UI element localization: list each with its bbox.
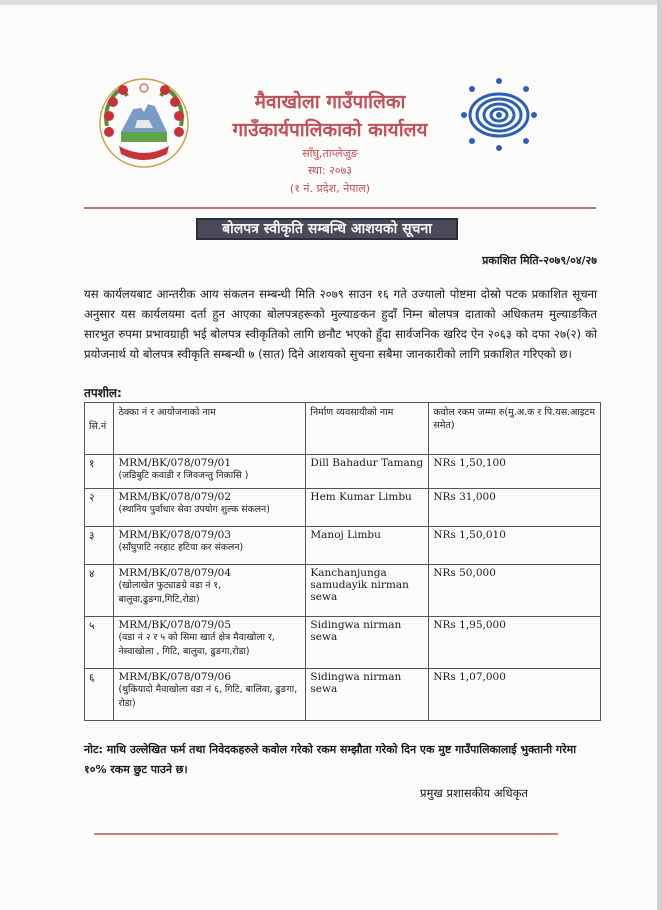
details-label: तपशील:: [84, 386, 122, 400]
contract-code: MRM/BK/078/079/03: [118, 529, 232, 541]
page-edge-right: [657, 0, 662, 910]
row-amount: NRs 1,07,000: [429, 669, 601, 721]
nepal-emblem-icon: [97, 76, 191, 170]
contract-desc: (जडिबुटि कवाडी र जिवजन्तु निकासि ): [118, 470, 249, 481]
row-sn: ३: [85, 527, 114, 565]
contract-code: MRM/BK/078/079/04: [118, 567, 232, 579]
notice-body: यस कार्यलयबाट आन्तरीक आय संकलन सम्बन्धी मिति २०७९ साउन १६ गते उज्यालो पोष्टमा दोस्रो पटक प्रकाशित सूचना अनुसार यस कार्यलयमा दर्ता हुन आएका बोलपत्रहरूको मुल्याङकन हुदाँ निम्न बोलपत्र दाताको अधिकतम मुल्याङकित सारभुत रुपमा प्रभावग्राही भई बोलपत्र स्वीकृतिको लागि छनौट भएको हुँदा सार्वजनिक खरिद ऐन २०६३ को दफा २७(२) को प्रयोजनार्थ यो बोलपत्र स्वीकृति सम्बन्धी ७ (सात) दिने आशयको सुचना सबैमा जानकारीको लागि प्रकाशित गरिएको छ।: [84, 287, 597, 361]
office-name: गाउँकार्यपालिकाको कार्यालय: [232, 119, 428, 141]
row-sn: ५: [85, 617, 114, 669]
table-row: [85, 527, 601, 565]
row-contract: [114, 455, 306, 489]
col-header-amount: कवोल रकम जम्मा रु(मु.अ.क र पि.यस.आइटम समेत): [429, 403, 601, 455]
row-sn: ६: [85, 669, 114, 721]
row-amount: NRs 31,000: [429, 489, 601, 527]
contract-code: MRM/BK/078/079/01: [118, 457, 232, 469]
row-contract: [114, 489, 306, 527]
row-contract: [114, 617, 306, 669]
bid-table: [84, 402, 601, 721]
notice-title: बोलपत्र स्वीकृति सम्बन्धि आशयको सूचना: [196, 218, 458, 240]
row-builder: Manoj Limbu: [306, 527, 429, 565]
row-sn: १: [85, 455, 114, 489]
page-edge-top: [0, 0, 662, 5]
row-builder: Sidingwa nirman sewa: [306, 617, 429, 669]
row-amount: NRs 50,000: [429, 565, 601, 617]
contract-desc: (वडा नं २ र ५ को सिमा खार्त क्षेत्र मैवाखोला र, नेस्वाखोला , गिटि, बालुवा, ढुङगा,रोडा): [118, 632, 275, 657]
col-header-sn: सि.नं: [85, 403, 114, 455]
contract-desc: (थुकियादो मैवाखोला वडा नं ६, गिटि, बालिवा, ढुङगा, रोडा): [118, 684, 298, 709]
row-builder: Sidingwa nirman sewa: [306, 669, 429, 721]
table-row: [85, 455, 601, 489]
col-header-builder: निर्माण व्यवसायीको नाम: [306, 403, 429, 455]
established-year: स्था: २०७३: [307, 164, 353, 177]
row-contract: [114, 669, 306, 721]
row-contract: [114, 527, 306, 565]
published-date: प्रकाशित मिति-२०७९/०४/२७: [482, 254, 597, 267]
contract-desc: (स्थानिय पुर्वाधार सेवा उपयोग शुल्क संकलन): [118, 504, 270, 515]
contract-code: MRM/BK/078/079/06: [118, 671, 232, 683]
row-builder: Dill Bahadur Tamang: [306, 455, 429, 489]
officer-signature-label: प्रमुख प्रशासकीय अधिकृत: [420, 786, 528, 800]
table-row: [85, 669, 601, 721]
municipality-name: मैवाखोला गाउँपालिका: [254, 91, 406, 113]
row-contract: [114, 565, 306, 617]
header-divider: [84, 207, 596, 209]
row-amount: NRs 1,50,010: [429, 527, 601, 565]
table-row: [85, 489, 601, 527]
row-builder: Hem Kumar Limbu: [306, 489, 429, 527]
province-label: (१ नं. प्रदेश, नेपाल): [289, 182, 371, 195]
contract-code: MRM/BK/078/079/02: [118, 491, 232, 503]
office-address: साँघु,ताप्लेजुङ: [302, 147, 358, 160]
contract-desc: (खोलाखेत फुट्याङग्रे वडा नं १, बालुवा,ढुङगा,गिटि,रोडा): [118, 580, 222, 605]
contract-desc: (साँघुपाटि नरहाट हटिया कर संकलन): [118, 542, 244, 553]
row-amount: NRs 1,50,100: [429, 455, 601, 489]
col-header-contract: ठेक्का नं र आयोजनाको नाम: [114, 403, 306, 455]
footer-divider: [94, 833, 558, 835]
table-header-row: [85, 403, 601, 455]
contract-code: MRM/BK/078/079/05: [118, 619, 232, 631]
row-sn: ४: [85, 565, 114, 617]
footer-note: नोट: माथि उल्लेखित फर्म तथा निवेदकहरुले कवोल गरेको रकम सम्झौता गरेको दिन एक मुष्ट गाउँपालिकालाई भुक्तानी गरेमा १०% रकम छुट पाउने छ।: [84, 743, 577, 776]
row-amount: NRs 1,95,000: [429, 617, 601, 669]
row-sn: २: [85, 489, 114, 527]
table-row: [85, 565, 601, 617]
row-builder: Kanchanjunga samudayik nirman sewa: [306, 565, 429, 617]
table-row: [85, 617, 601, 669]
